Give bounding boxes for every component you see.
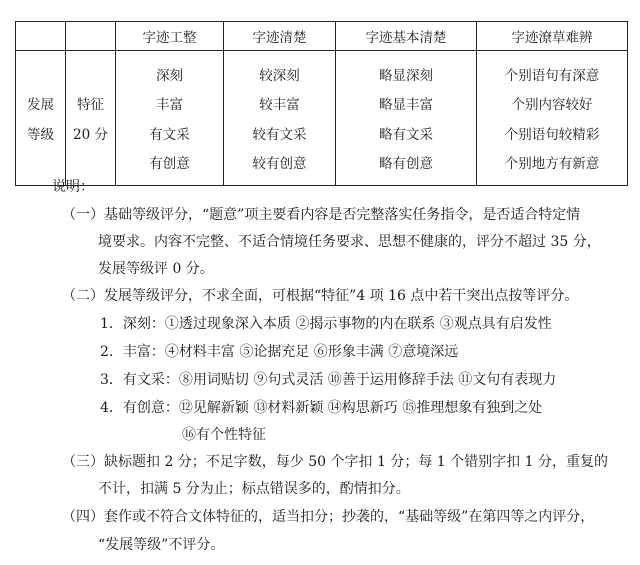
note-line: （三）缺标题扣 2 分；不足字数，每少 50 个字扣 1 分；每 1 个错别字扣 1 分，重复的 — [62, 454, 608, 470]
header-cell: 字迹潦草难辨 — [477, 22, 628, 51]
note-line: 2．丰富：④材料丰富 ⑤论据充足 ⑥形象丰满 ⑦意境深远 — [100, 344, 459, 360]
note-line: 不计，扣满 5 分为止；标点错误多的，酌情扣分。 — [98, 481, 410, 497]
criteria-item: 个别内容较好 — [511, 97, 593, 114]
grading-table — [15, 21, 628, 186]
criteria-cell — [116, 51, 224, 186]
note-line: 境要求。内容不完整、不适合情境任务要求、思想不健康的，评分不超过 35 分， — [98, 234, 601, 250]
criteria-item: 有创意 — [149, 156, 190, 173]
criteria-item: 较丰富 — [259, 97, 300, 114]
criteria-item: 较有文采 — [252, 126, 307, 143]
note-line: “发展等级”不评分。 — [98, 537, 225, 553]
note-line: 发展等级评 0 分。 — [98, 261, 214, 277]
feature-score: 20 分 — [73, 127, 108, 143]
criteria-item: 略有文采 — [379, 126, 433, 143]
note-line: （二）发展等级评分，不求全面，可根据“特征”4 项 16 点中若干突出点按等评分。 — [62, 288, 579, 304]
criteria-item: 略显深刻 — [379, 67, 433, 84]
header-cell: 字迹基本清楚 — [336, 22, 477, 51]
note-line: （一）基础等级评分，“题意”项主要看内容是否完整落实任务指令，是否适合特定情 — [62, 207, 581, 223]
criteria-item: 有文采 — [149, 126, 190, 143]
criteria-item: 深刻 — [156, 67, 183, 84]
criteria-cell — [336, 51, 477, 186]
criteria-cell — [477, 51, 628, 186]
criteria-cell — [224, 51, 336, 186]
level-text: 发展 — [27, 97, 54, 113]
note-line: 3．有文采：⑧用词贴切 ⑨句式灵活 ⑩善于运用修辞手法 ⑪文句有表现力 — [100, 372, 557, 388]
level-cell — [16, 51, 66, 186]
notes-title: 说明： — [52, 179, 94, 195]
criteria-item: 丰富 — [156, 97, 183, 114]
criteria-item: 个别地方有新意 — [504, 156, 600, 173]
note-line: 4．有创意：⑫见解新颖 ⑬材料新颖 ⑭构思新巧 ⑮推理想象有独到之处 — [100, 400, 543, 416]
criteria-item: 较深刻 — [259, 67, 300, 84]
criteria-item: 略显丰富 — [379, 97, 433, 114]
table-header-row — [16, 22, 628, 51]
header-cell — [16, 22, 66, 51]
criteria-item: 个别语句较精彩 — [504, 126, 600, 143]
table-row — [16, 51, 628, 186]
feature-cell — [66, 51, 116, 186]
criteria-item: 略有创意 — [379, 156, 433, 173]
feature-text: 特征 — [77, 97, 104, 113]
criteria-item: 个别语句有深意 — [504, 67, 600, 84]
level-text: 等级 — [27, 127, 54, 143]
header-cell: 字迹工整 — [116, 22, 224, 51]
header-cell — [66, 22, 116, 51]
header-cell: 字迹清楚 — [224, 22, 336, 51]
note-line: （四）套作或不符合文体特征的，适当扣分；抄袭的，“基础等级”在第四等之内评分， — [62, 509, 595, 525]
note-line: ⑯有个性特征 — [182, 427, 266, 443]
note-line: 1．深刻：①透过现象深入本质 ②揭示事物的内在联系 ③观点具有启发性 — [100, 316, 552, 332]
criteria-item: 较有创意 — [252, 156, 307, 173]
